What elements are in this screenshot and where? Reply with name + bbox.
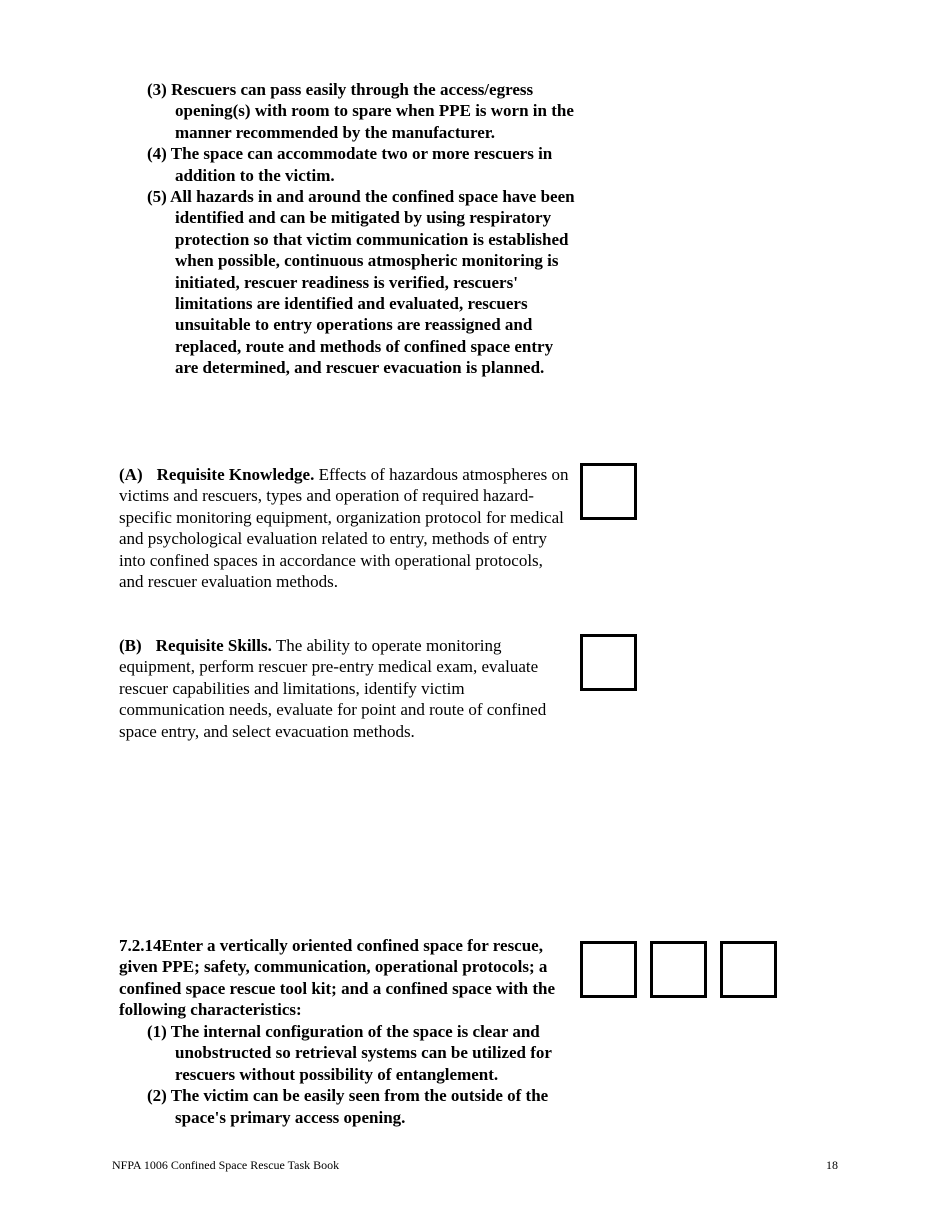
footer-title: NFPA 1006 Confined Space Rescue Task Book (112, 1158, 340, 1172)
knowledge-checkbox[interactable] (580, 463, 637, 520)
list-item: (1) The internal configuration of the space is clear and unobstructed so retrieval systems can be utilized for rescuers without possibility of entanglement. (147, 1022, 552, 1084)
task-checkbox-3[interactable] (720, 941, 777, 998)
list-item: (2) The victim can be easily seen from the outside of the space's primary access opening. (147, 1086, 549, 1127)
requisite-skills: (B) Requisite Skills. The ability to operate monitoring equipment, perform rescuer pre-entry medical exam, evaluate rescuer capabilities and limitations, identify victim communication needs, evaluate for point and route of confined space entry, and select evacuation methods. (119, 636, 547, 741)
continuation-list (147, 79, 577, 379)
skills-checkbox[interactable] (580, 634, 637, 691)
page-number: 18 (826, 1158, 838, 1172)
list-item: (3) Rescuers can pass easily through the access/egress opening(s) with room to spare when PPE is worn in the manner recommended by the manufacturer. (147, 80, 574, 142)
task-checkbox-2[interactable] (650, 941, 707, 998)
list-item: (5) All hazards in and around the confined space have been identified and can be mitigated by using respiratory protection so that victim communication is established when possible, continuous atmospheric monitoring is initiated, rescuer readiness is verified, rescuers' limitations are identified and evaluated, rescuers unsuitable to entry operations are reassigned and replaced, route and methods of confined space entry are determined, and rescuer evacuation is planned. (147, 187, 575, 378)
task-statement: 7.2.14Enter a vertically oriented confined space for rescue, given PPE; safety, communication, operational protocols; a confined space rescue tool kit; and a confined space with the following characteristics: (119, 936, 556, 1020)
requisite-knowledge: (A) Requisite Knowledge. Effects of hazardous atmospheres on victims and rescuers, types and operation of required hazard-specific monitoring equipment, organization protocol for medical and psychological evaluation related to entry, methods of entry into confined spaces in accordance with operational protocols, and rescuer evaluation methods. (119, 465, 569, 592)
task-checkbox-1[interactable] (580, 941, 637, 998)
task-characteristics-list (147, 1021, 577, 1128)
list-item: (4) The space can accommodate two or more rescuers in addition to the victim. (147, 144, 553, 185)
